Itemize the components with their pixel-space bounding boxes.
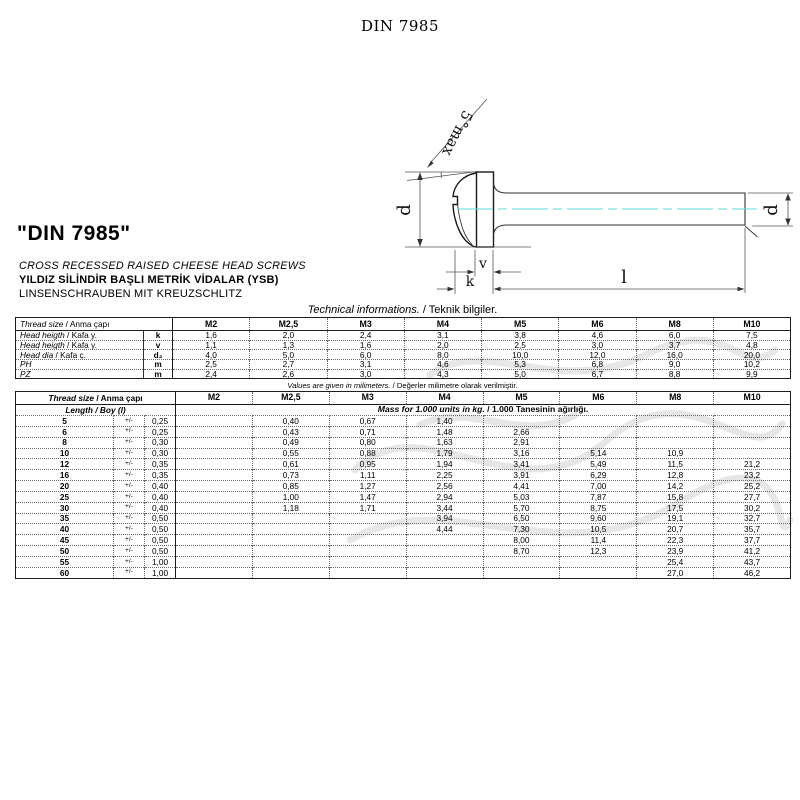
mass-value-cell: 27,7 (714, 491, 791, 502)
mass-value-cell (176, 556, 253, 567)
mass-value-cell: 4,44 (406, 524, 483, 535)
tolerance-cell: 1,00 (145, 567, 176, 578)
value-cell: 5,0 (482, 369, 559, 379)
tolerance-sign-cell: +/- (114, 556, 145, 567)
mass-value-cell: 3,94 (406, 513, 483, 524)
chamfer-tick (745, 226, 758, 237)
length-label: l (621, 267, 627, 288)
dimension-row (16, 369, 791, 379)
dimension-table (15, 317, 791, 379)
mass-value-cell: 25,4 (637, 556, 714, 567)
technical-info-tr: Teknik bilgiler. (428, 303, 498, 316)
tolerance-sign-cell: +/- (114, 459, 145, 470)
row-symbol: m (144, 360, 173, 370)
value-cell: 9,9 (713, 369, 790, 379)
mass-value-cell: 41,2 (714, 546, 791, 557)
length-cell: 5 (16, 416, 114, 427)
mass-value-cell: 6,50 (483, 513, 560, 524)
mass-value-cell: 0,71 (329, 426, 406, 437)
mass-value-cell: 6,29 (560, 470, 637, 481)
mass-value-cell (560, 437, 637, 448)
mass-value-cell (329, 535, 406, 546)
screw-shaft (494, 184, 758, 237)
value-cell: 1,1 (173, 340, 250, 350)
mass-value-cell: 14,2 (637, 481, 714, 492)
value-cell: 4,6 (559, 331, 636, 341)
mass-value-cell (329, 513, 406, 524)
mass-value-cell: 21,2 (714, 459, 791, 470)
label-tr: / Boy (l) (92, 404, 126, 415)
mass-value-cell (176, 470, 253, 481)
mass-value-cell: 22,3 (637, 535, 714, 546)
mass-value-cell: 7,30 (483, 524, 560, 535)
length-header (16, 404, 176, 416)
mass-value-cell (483, 567, 560, 578)
mass-value-cell (637, 426, 714, 437)
mass-value-cell: 2,66 (483, 426, 560, 437)
column-header-M4: M4 (406, 392, 483, 405)
label-en: PZ (20, 369, 31, 379)
value-cell: 3,0 (559, 340, 636, 350)
mass-value-cell (560, 567, 637, 578)
value-cell: 5,3 (482, 360, 559, 370)
tolerance-sign-cell: +/- (114, 491, 145, 502)
mass-value-cell (252, 535, 329, 546)
mass-value-cell (714, 437, 791, 448)
column-header-M2,5: M2,5 (250, 318, 327, 331)
label-en: Mass for 1.000 units in kg. (377, 404, 485, 415)
mass-value-cell: 1,40 (406, 416, 483, 427)
column-header-M10: M10 (714, 392, 791, 405)
subtitle-turkish: YILDIZ SİLİNDİR BAŞLI METRİK VİDALAR (YSB) (19, 274, 279, 286)
length-cell: 60 (16, 567, 114, 578)
mass-row (16, 567, 791, 578)
column-header-M3: M3 (329, 392, 406, 405)
mass-value-cell: 3,44 (406, 502, 483, 513)
mass-value-cell (406, 535, 483, 546)
mass-value-cell: 46,2 (714, 567, 791, 578)
mass-value-cell: 23,9 (637, 546, 714, 557)
mass-value-cell (176, 416, 253, 427)
mass-value-cell (176, 426, 253, 437)
tolerance-sign-cell: +/- (114, 535, 145, 546)
mass-value-cell: 0,80 (329, 437, 406, 448)
mass-row (16, 459, 791, 470)
mass-value-cell: 5,70 (483, 502, 560, 513)
mass-value-cell: 1,18 (252, 502, 329, 513)
mass-value-cell (176, 502, 253, 513)
value-cell: 2,4 (173, 369, 250, 379)
column-header-M5: M5 (483, 392, 560, 405)
mass-table (15, 391, 791, 579)
mass-value-cell: 0,40 (252, 416, 329, 427)
mass-value-cell (637, 437, 714, 448)
tolerance-sign-cell: +/- (114, 448, 145, 459)
tolerance-cell: 0,25 (145, 416, 176, 427)
tolerance-cell: 0,30 (145, 437, 176, 448)
mass-row (16, 491, 791, 502)
tolerance-cell: 0,25 (145, 426, 176, 437)
label-tr: / 1.000 Tanesinin ağırlığı. (484, 404, 589, 415)
tolerance-cell: 0,50 (145, 513, 176, 524)
value-cell: 3,0 (327, 369, 404, 379)
label-en: Thread size (20, 318, 64, 329)
row-symbol: k (144, 331, 173, 341)
page-title: DIN 7985 (360, 17, 440, 35)
mass-row (16, 513, 791, 524)
tolerance-sign-cell: +/- (114, 524, 145, 535)
tolerance-cell: 0,35 (145, 459, 176, 470)
mass-value-cell (252, 513, 329, 524)
technical-info-en: Technical informations. (307, 303, 420, 316)
label-en: Head heigth (20, 340, 65, 350)
mass-value-cell: 5,03 (483, 491, 560, 502)
mass-row (16, 546, 791, 557)
mass-value-cell: 43,7 (714, 556, 791, 567)
tolerance-sign-cell: +/- (114, 546, 145, 557)
label-en: Thread size (48, 392, 95, 403)
row-label (16, 369, 144, 379)
mass-value-cell: 8,70 (483, 546, 560, 557)
value-cell: 2,5 (173, 360, 250, 370)
mass-row (16, 448, 791, 459)
label-en: Length (65, 404, 93, 415)
row-symbol: m (144, 369, 173, 379)
length-cell: 6 (16, 426, 114, 437)
value-cell: 4,8 (713, 340, 790, 350)
value-cell: 1,6 (173, 331, 250, 341)
value-cell: 6,8 (559, 360, 636, 370)
mass-value-cell: 19,1 (637, 513, 714, 524)
tolerance-cell: 0,40 (145, 502, 176, 513)
dimension-row (16, 350, 791, 360)
column-header-M8: M8 (637, 392, 714, 405)
value-cell: 1,3 (250, 340, 327, 350)
length-cell: 25 (16, 491, 114, 502)
mass-value-cell: 5,14 (560, 448, 637, 459)
tolerance-cell: 0,35 (145, 470, 176, 481)
length-cell: 8 (16, 437, 114, 448)
mass-row (16, 437, 791, 448)
value-cell: 8,0 (404, 350, 481, 360)
mass-value-cell: 0,88 (329, 448, 406, 459)
length-cell: 35 (16, 513, 114, 524)
mass-value-cell: 2,25 (406, 470, 483, 481)
thread-size-header (16, 318, 173, 331)
mass-value-cell: 0,95 (329, 459, 406, 470)
shaft-diameter-label: d (761, 204, 782, 216)
mass-value-cell: 7,87 (560, 491, 637, 502)
mass-header (176, 404, 791, 416)
mass-row (16, 524, 791, 535)
value-cell: 2,7 (250, 360, 327, 370)
length-cell: 50 (16, 546, 114, 557)
mass-value-cell (637, 416, 714, 427)
subtitle-german: LINSENSCHRAUBEN MIT KREUZSCHLITZ (19, 288, 243, 300)
mass-value-cell (329, 546, 406, 557)
value-cell: 3,8 (482, 331, 559, 341)
tolerance-cell: 1,00 (145, 556, 176, 567)
label-tr: / Kafa y. (64, 330, 97, 341)
value-cell: 4,6 (404, 360, 481, 370)
mass-value-cell (252, 567, 329, 578)
mass-value-cell: 27,0 (637, 567, 714, 578)
column-header-M10: M10 (713, 318, 790, 331)
mass-value-cell: 11,4 (560, 535, 637, 546)
length-cell: 30 (16, 502, 114, 513)
mass-value-cell (329, 556, 406, 567)
tolerance-sign-cell: +/- (114, 567, 145, 578)
mass-value-cell: 0,43 (252, 426, 329, 437)
mass-value-cell (714, 448, 791, 459)
mass-value-cell (406, 567, 483, 578)
value-cell: 2,0 (404, 340, 481, 350)
mass-value-cell (560, 416, 637, 427)
mass-row (16, 470, 791, 481)
mass-value-cell: 3,41 (483, 459, 560, 470)
row-label (16, 360, 144, 370)
row-symbol: v (144, 340, 173, 350)
mass-value-cell (176, 535, 253, 546)
head-dome (453, 173, 477, 247)
mass-value-cell: 2,56 (406, 481, 483, 492)
column-header-M2: M2 (173, 318, 250, 331)
mass-value-cell: 1,79 (406, 448, 483, 459)
tolerance-sign-cell: +/- (114, 426, 145, 437)
value-cell: 4,3 (404, 369, 481, 379)
mass-value-cell (714, 416, 791, 427)
value-cell: 6,0 (327, 350, 404, 360)
mass-value-cell (329, 567, 406, 578)
mass-row (16, 502, 791, 513)
column-header-M2,5: M2,5 (252, 392, 329, 405)
tolerance-sign-cell: +/- (114, 502, 145, 513)
mass-value-cell (176, 459, 253, 470)
mass-value-cell (252, 546, 329, 557)
mass-value-cell: 1,11 (329, 470, 406, 481)
mass-value-cell: 1,71 (329, 502, 406, 513)
mass-value-cell: 2,94 (406, 491, 483, 502)
mass-value-cell: 8,00 (483, 535, 560, 546)
dimension-row (16, 331, 791, 341)
mass-value-cell: 30,2 (714, 502, 791, 513)
value-cell: 2,0 (250, 331, 327, 341)
mass-value-cell: 0,67 (329, 416, 406, 427)
mass-value-cell (176, 513, 253, 524)
value-cell: 6,0 (636, 331, 713, 341)
mass-value-cell: 11,5 (637, 459, 714, 470)
units-note: Values are given in milimeters. / Değerler milimetre olarak verilmiştir. (287, 380, 518, 390)
value-cell: 12,0 (559, 350, 636, 360)
value-cell: 9,0 (636, 360, 713, 370)
mass-value-cell: 0,61 (252, 459, 329, 470)
length-cell: 20 (16, 481, 114, 492)
mass-value-cell: 12,8 (637, 470, 714, 481)
thread-size-header (16, 392, 176, 405)
tolerance-sign-cell: +/- (114, 481, 145, 492)
mass-value-cell: 5,49 (560, 459, 637, 470)
value-cell: 5,0 (250, 350, 327, 360)
mass-row (16, 556, 791, 567)
mass-row (16, 481, 791, 492)
mass-value-cell: 1,63 (406, 437, 483, 448)
mass-value-cell (483, 416, 560, 427)
dome-height-label: v (479, 256, 487, 272)
mass-value-cell (406, 556, 483, 567)
value-cell: 3,1 (404, 331, 481, 341)
tolerance-cell: 0,50 (145, 546, 176, 557)
length-cell: 12 (16, 459, 114, 470)
label-tr: / Anma çapı (63, 318, 110, 329)
value-cell: 2,4 (327, 331, 404, 341)
column-header-M6: M6 (559, 318, 636, 331)
tolerance-sign-cell: +/- (114, 437, 145, 448)
value-cell: 3,1 (327, 360, 404, 370)
label-tr: / Kafa y. (64, 340, 97, 350)
dimension-row (16, 340, 791, 350)
value-cell: 6,7 (559, 369, 636, 379)
value-cell: 2,5 (482, 340, 559, 350)
mass-value-cell: 17,5 (637, 502, 714, 513)
column-header-M8: M8 (636, 318, 713, 331)
value-cell: 10,2 (713, 360, 790, 370)
units-note-tr: Değerler milimetre olarak verilmiştir. (396, 380, 518, 390)
mass-value-cell (176, 524, 253, 535)
label-en: Head heigth (20, 330, 65, 341)
mass-value-cell: 7,00 (560, 481, 637, 492)
mass-value-cell: 12,3 (560, 546, 637, 557)
mass-value-cell (176, 481, 253, 492)
column-header-M6: M6 (560, 392, 637, 405)
mass-value-cell (329, 524, 406, 535)
mass-table-header (16, 392, 791, 405)
label-tr: / Anma çapı (94, 392, 143, 403)
row-label (16, 331, 144, 341)
mass-value-cell (176, 491, 253, 502)
mass-value-cell: 25,2 (714, 481, 791, 492)
value-cell: 8,8 (636, 369, 713, 379)
mass-value-cell (176, 437, 253, 448)
value-cell: 20,0 (713, 350, 790, 360)
length-cell: 40 (16, 524, 114, 535)
mass-value-cell: 1,48 (406, 426, 483, 437)
mass-value-cell: 1,94 (406, 459, 483, 470)
row-label (16, 350, 144, 360)
mass-value-cell: 10,5 (560, 524, 637, 535)
label-tr: / Kafa ç. (53, 349, 86, 360)
length-cell: 10 (16, 448, 114, 459)
mass-value-cell: 2,91 (483, 437, 560, 448)
mass-row (16, 416, 791, 427)
mass-value-cell: 35,7 (714, 524, 791, 535)
mass-value-cell (560, 556, 637, 567)
mass-value-cell (406, 546, 483, 557)
angle-label: 5°max (438, 107, 477, 160)
mass-table-subheader (16, 404, 791, 416)
mass-value-cell: 1,27 (329, 481, 406, 492)
mass-value-cell: 4,41 (483, 481, 560, 492)
mass-value-cell: 32,7 (714, 513, 791, 524)
mass-value-cell: 0,49 (252, 437, 329, 448)
row-symbol: d₂ (144, 350, 173, 360)
value-cell: 7,5 (713, 331, 790, 341)
heading-title: "DIN 7985" (17, 222, 131, 245)
length-cell: 16 (16, 470, 114, 481)
mass-row (16, 535, 791, 546)
mass-value-cell: 1,00 (252, 491, 329, 502)
tolerance-sign-cell: +/- (114, 416, 145, 427)
mass-value-cell: 0,73 (252, 470, 329, 481)
mass-value-cell: 3,16 (483, 448, 560, 459)
value-cell: 1,6 (327, 340, 404, 350)
dimension-table-header (16, 318, 791, 331)
column-header-M5: M5 (482, 318, 559, 331)
mass-value-cell (483, 556, 560, 567)
label-en: Head dia (20, 349, 54, 360)
label-en: PH (20, 359, 32, 370)
mass-value-cell: 37,7 (714, 535, 791, 546)
mass-value-cell: 10,9 (637, 448, 714, 459)
subtitle-english: CROSS RECESSED RAISED CHEESE HEAD SCREWS (19, 260, 306, 272)
tolerance-cell: 0,40 (145, 491, 176, 502)
mass-value-cell (176, 567, 253, 578)
value-cell: 3,7 (636, 340, 713, 350)
column-header-M3: M3 (327, 318, 404, 331)
column-header-M2: M2 (176, 392, 253, 405)
mass-value-cell: 9,60 (560, 513, 637, 524)
dimension-row (16, 360, 791, 370)
units-note-en: Values are given in milimeters. (287, 380, 391, 390)
mass-value-cell (176, 546, 253, 557)
mass-value-cell (252, 524, 329, 535)
mass-value-cell: 1,47 (329, 491, 406, 502)
mass-value-cell: 15,8 (637, 491, 714, 502)
mass-value-cell: 0,85 (252, 481, 329, 492)
row-label (16, 340, 144, 350)
mass-value-cell: 23,2 (714, 470, 791, 481)
head-height-label: k (465, 274, 475, 290)
length-cell: 45 (16, 535, 114, 546)
tolerance-cell: 0,40 (145, 481, 176, 492)
mass-value-cell (176, 448, 253, 459)
tolerance-sign-cell: +/- (114, 513, 145, 524)
mass-value-cell: 20,7 (637, 524, 714, 535)
mass-value-cell: 8,75 (560, 502, 637, 513)
tolerance-cell: 0,50 (145, 535, 176, 546)
length-cell: 55 (16, 556, 114, 567)
mass-row (16, 426, 791, 437)
value-cell: 10,0 (482, 350, 559, 360)
value-cell: 16,0 (636, 350, 713, 360)
column-header-M4: M4 (404, 318, 481, 331)
mass-value-cell: 3,91 (483, 470, 560, 481)
value-cell: 4,0 (173, 350, 250, 360)
technical-info-caption: Technical informations. / Teknik bilgiler. (307, 303, 498, 316)
tolerance-sign-cell: +/- (114, 470, 145, 481)
mass-value-cell (560, 426, 637, 437)
value-cell: 2,6 (250, 369, 327, 379)
mass-value-cell (252, 556, 329, 567)
head-diameter-label: d (394, 204, 415, 216)
tolerance-cell: 0,30 (145, 448, 176, 459)
mass-value-cell: 0,55 (252, 448, 329, 459)
tolerance-cell: 0,50 (145, 524, 176, 535)
mass-value-cell (714, 426, 791, 437)
